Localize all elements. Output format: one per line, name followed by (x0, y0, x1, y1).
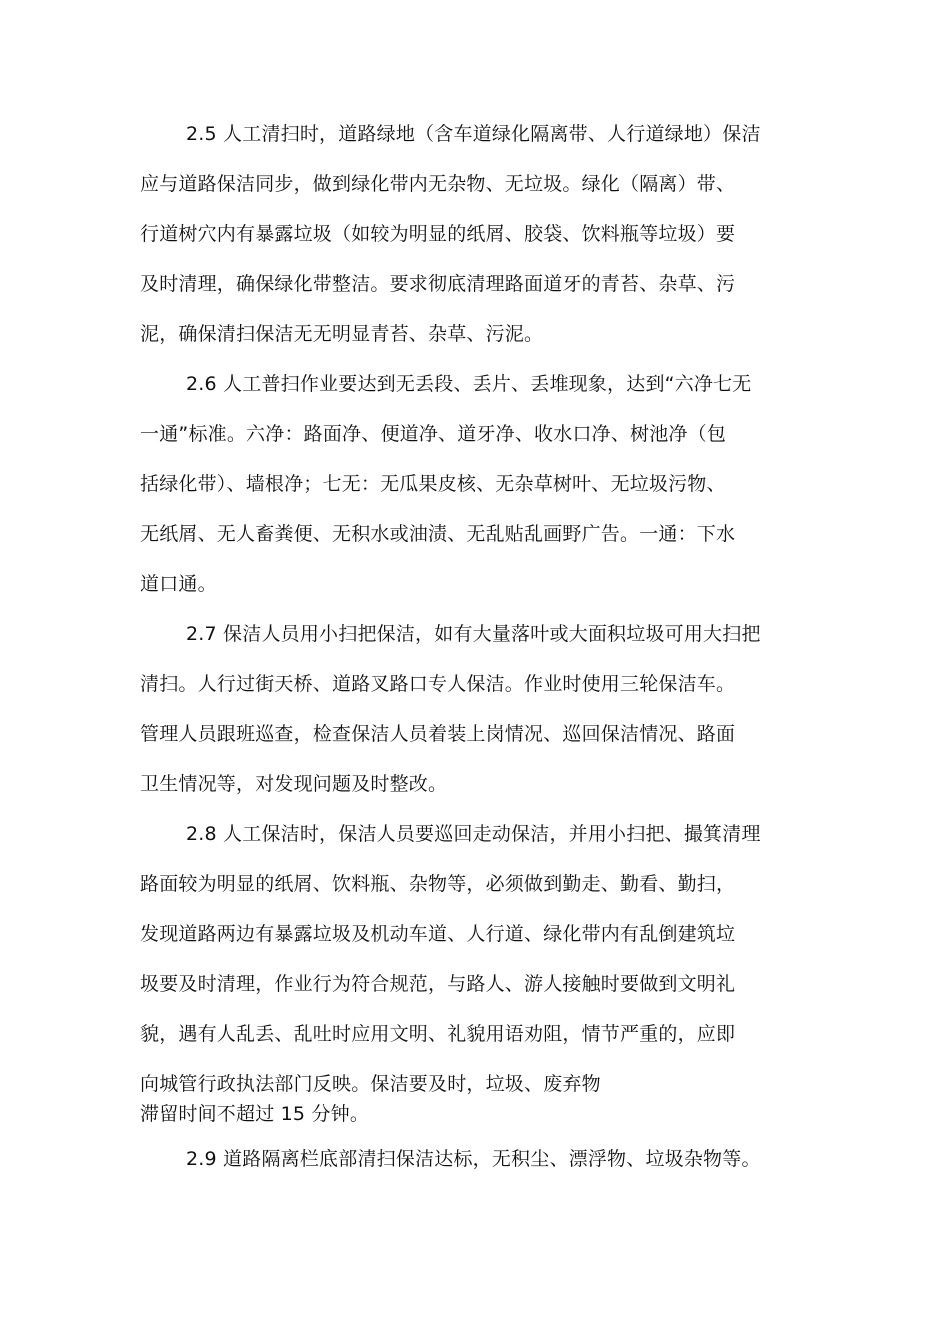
paragraph-2-8-line-2: 路面较为明显的纸屑、饮料瓶、杂物等，必须做到勤走、勤看、勤扫， (140, 873, 736, 895)
paragraph-2-5-line-5: 泥，确保清扫保洁无无明显青苔、杂草、污泥。 (140, 323, 544, 345)
paragraph-2-8-line-3: 发现道路两边有暴露垃圾及机动车道、人行道、绿化带内有乱倒建筑垃 (140, 923, 736, 945)
paragraph-2-8-line-1: 2.8 人工保洁时，保洁人员要巡回走动保洁，并用小扫把、撮箕清理 (186, 823, 761, 845)
paragraph-2-5-line-1: 2.5 人工清扫时，道路绿地（含车道绿化隔离带、人行道绿地）保洁 (186, 123, 761, 145)
paragraph-2-6-line-1: 2.6 人工普扫作业要达到无丢段、丢片、丢堆现象，达到“六净七无 (186, 373, 752, 395)
paragraph-2-5-line-4: 及时清理，确保绿化带整洁。要求彻底清理路面道牙的青苔、杂草、污 (140, 273, 736, 295)
paragraph-2-7-line-3: 管理人员跟班巡查，检查保洁人员着装上岗情况、巡回保洁情况、路面 (140, 723, 736, 745)
paragraph-2-6-line-5: 道口通。 (140, 573, 217, 595)
paragraph-2-5-line-2: 应与道路保洁同步，做到绿化带内无杂物、无垃圾。绿化（隔离）带、 (140, 173, 736, 195)
paragraph-2-6-line-3: 括绿化带）、墙根净；七无：无瓜果皮核、无杂草树叶、无垃圾污物、 (140, 473, 726, 495)
paragraph-2-8-line-6: 向城管行政执法部门反映。保洁要及时，垃圾、废弃物 (140, 1073, 601, 1095)
paragraph-2-6-line-4: 无纸屑、无人畜粪便、无积水或油渍、无乱贴乱画野广告。一通：下水 (140, 523, 736, 545)
paragraph-2-7-line-1: 2.7 保洁人员用小扫把保洁，如有大量落叶或大面积垃圾可用大扫把 (186, 623, 761, 645)
paragraph-2-8-line-5: 貌，遇有人乱丢、乱吐时应用文明、礼貌用语劝阻，情节严重的，应即 (140, 1023, 736, 1045)
paragraph-2-8-line-4: 圾要及时清理，作业行为符合规范，与路人、游人接触时要做到文明礼 (140, 973, 736, 995)
paragraph-2-7-line-4: 卫生情况等，对发现问题及时整改。 (140, 773, 448, 795)
paragraph-2-7-line-2: 清扫。人行过街天桥、道路叉路口专人保洁。作业时使用三轮保洁车。 (140, 673, 736, 695)
paragraph-2-9-line-1: 2.9 道路隔离栏底部清扫保洁达标，无积尘、漂浮物、垃圾杂物等。 (186, 1148, 761, 1170)
paragraph-2-8-line-7: 滞留时间不超过 15 分钟。 (140, 1103, 370, 1125)
paragraph-2-6-line-2: 一通”标准。六净：路面净、便道净、道牙净、收水口净、树池净（包 (140, 423, 727, 445)
paragraph-2-5-line-3: 行道树穴内有暴露垃圾（如较为明显的纸屑、胶袋、饮料瓶等垃圾）要 (140, 223, 736, 245)
